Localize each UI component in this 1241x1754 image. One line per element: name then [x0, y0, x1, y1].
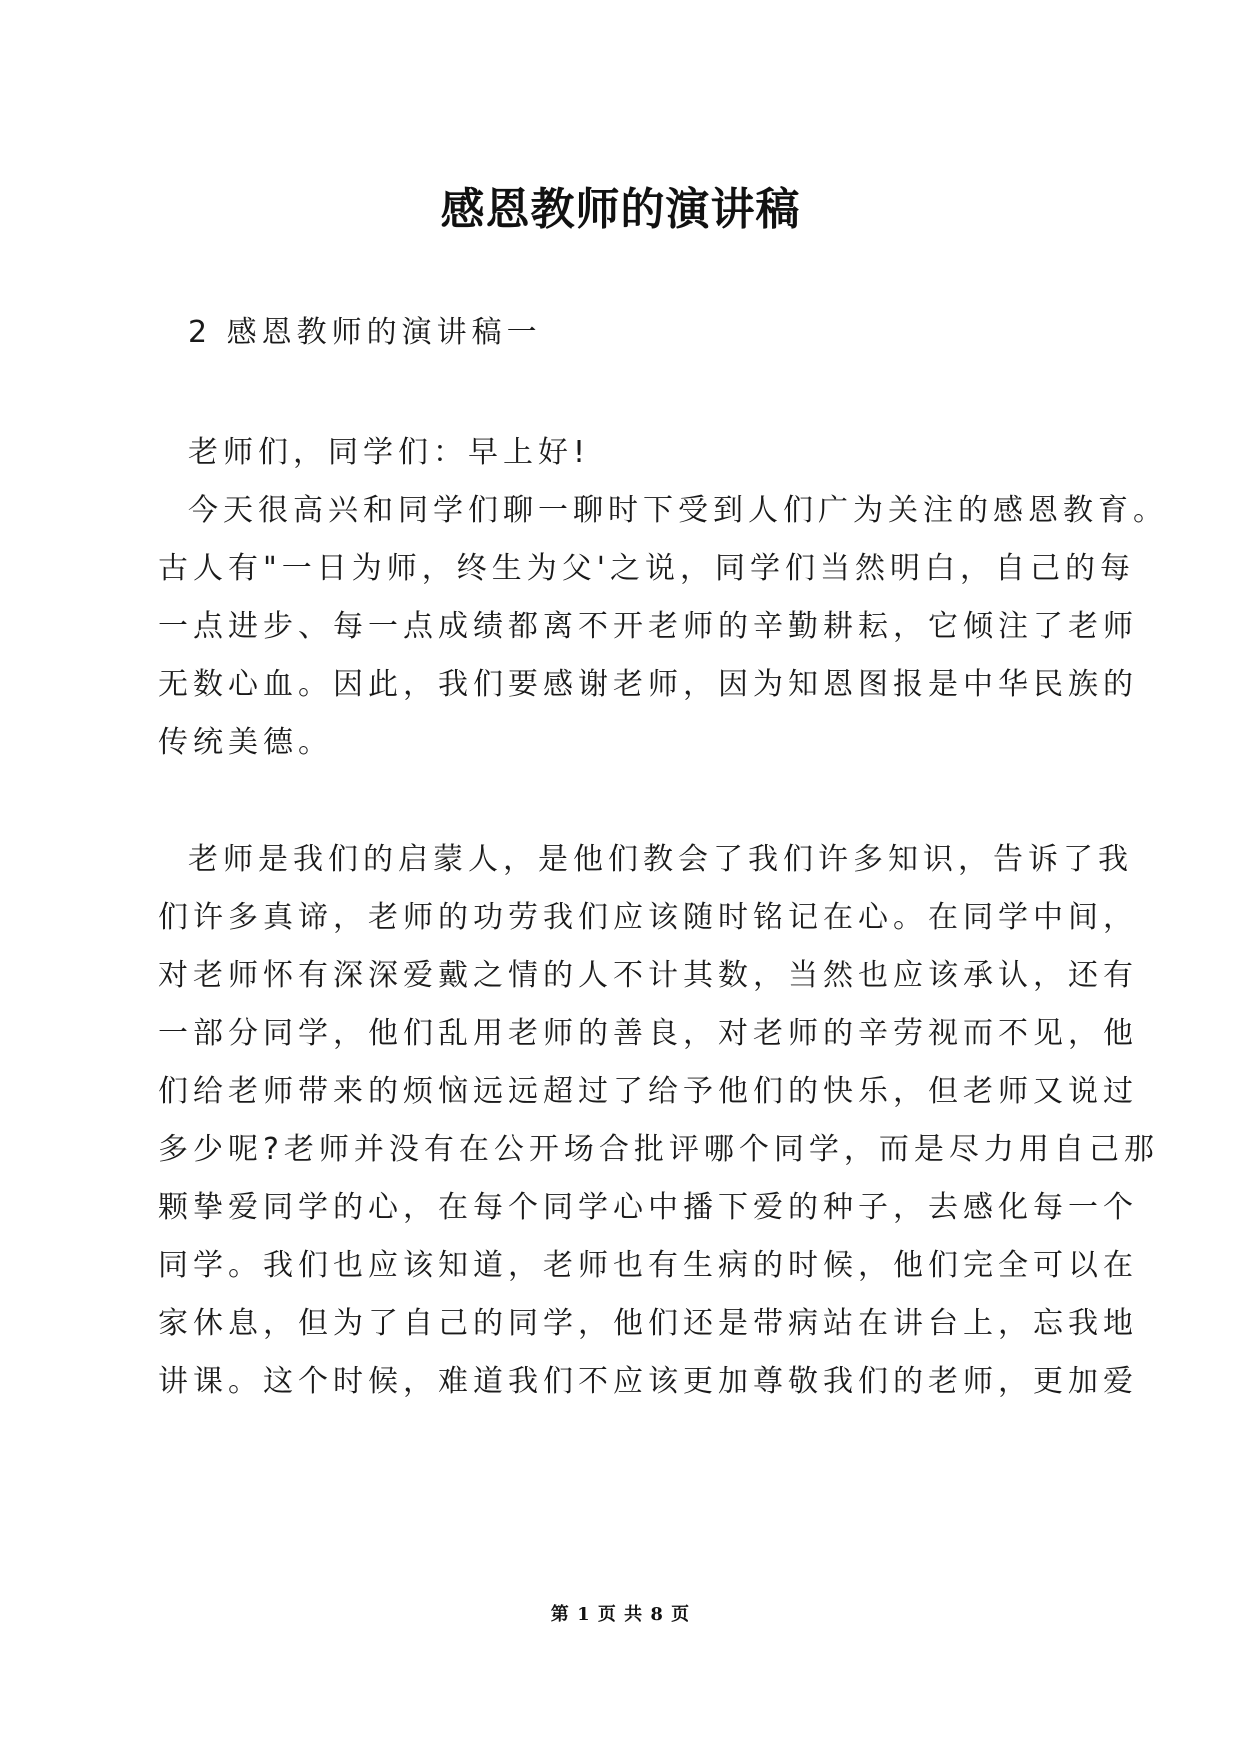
paragraph-line: 们给老师带来的烦恼远远超过了给予他们的快乐，但老师又说过: [158, 1074, 1138, 1109]
paragraph-line: 老师是我们的启蒙人，是他们教会了我们许多知识，告诉了我: [188, 842, 1133, 877]
page-footer: 第 1 页 共 8 页: [550, 1604, 691, 1625]
paragraph-line: 一部分同学，他们乱用老师的善良，对老师的辛劳视而不见，他: [158, 1016, 1138, 1051]
paragraph-line: 今天很高兴和同学们聊一聊时下受到人们广为关注的感恩教育。: [188, 493, 1168, 528]
paragraph-line: 同学。我们也应该知道，老师也有生病的时候，他们完全可以在: [158, 1248, 1138, 1283]
paragraph-line: 们许多真谛，老师的功劳我们应该随时铭记在心。在同学中间，: [158, 900, 1138, 935]
greeting-line: 老师们，同学们：早上好!: [188, 435, 591, 470]
document-title: 感恩教师的演讲稿: [440, 184, 801, 235]
paragraph-line: 颗挚爱同学的心，在每个同学心中播下爱的种子，去感化每一个: [158, 1190, 1138, 1225]
section-heading: 2 感恩教师的演讲稿一: [188, 315, 542, 350]
paragraph-line: 对老师怀有深深爱戴之情的人不计其数，当然也应该承认，还有: [158, 958, 1138, 993]
paragraph-line: 传统美德。: [158, 725, 333, 760]
paragraph-line: 家休息，但为了自己的同学，他们还是带病站在讲台上，忘我地: [158, 1306, 1138, 1341]
paragraph-line: 讲课。这个时候，难道我们不应该更加尊敬我们的老师，更加爱: [158, 1364, 1138, 1399]
paragraph-line: 无数心血。因此，我们要感谢老师，因为知恩图报是中华民族的: [158, 667, 1138, 702]
paragraph-line: 一点进步、每一点成绩都离不开老师的辛勤耕耘，它倾注了老师: [158, 609, 1138, 644]
paragraph-line: 多少呢?老师并没有在公开场合批评哪个同学，而是尽力用自己那: [158, 1132, 1159, 1167]
paragraph-line: 古人有"一日为师，终生为父'之说，同学们当然明白，自己的每: [158, 551, 1136, 586]
